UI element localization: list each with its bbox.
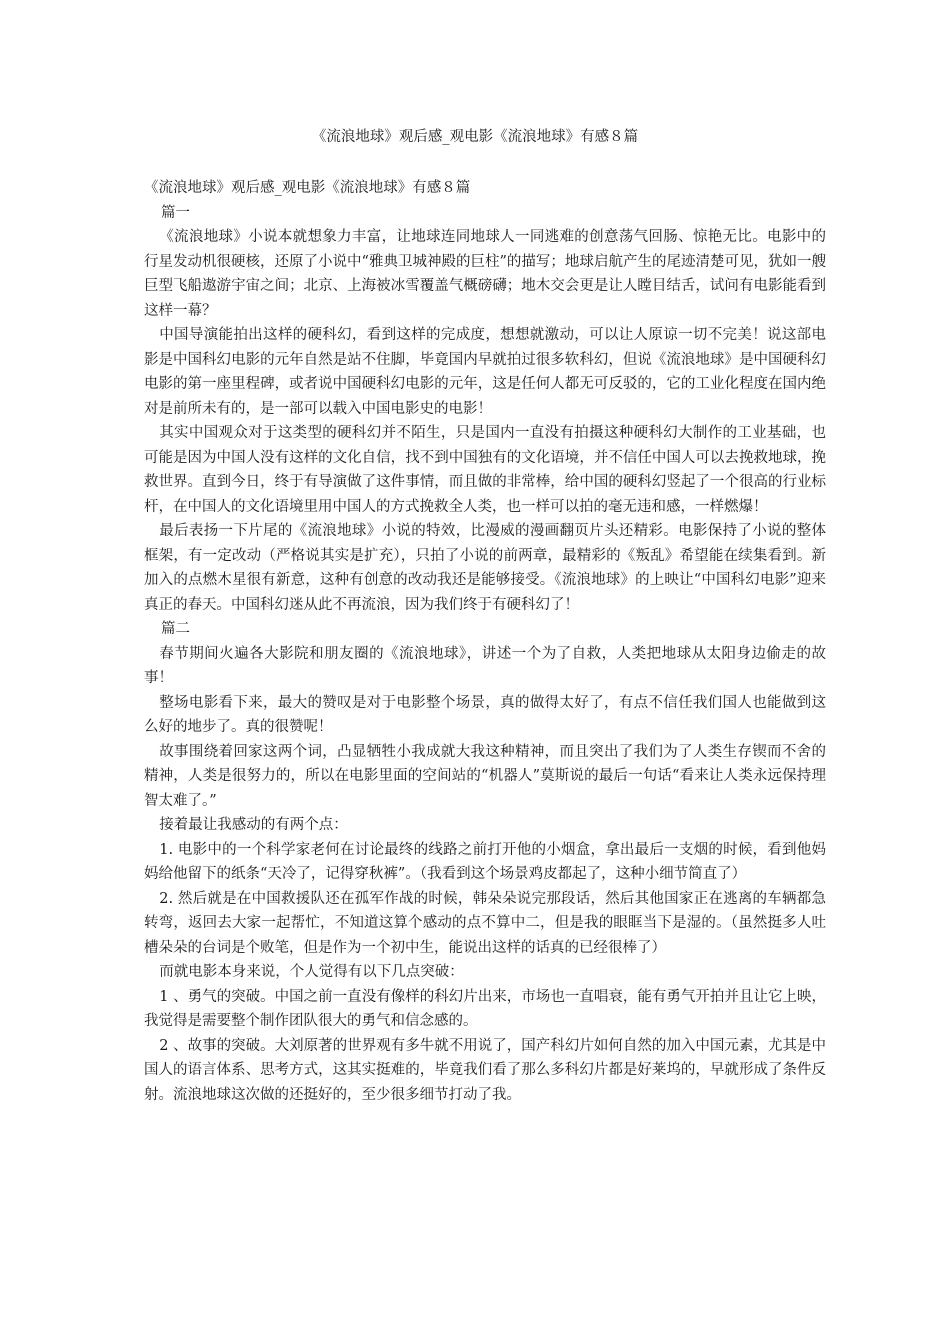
list-item: 2 、故事的突破。大刘原著的世界观有多牛就不用说了，国产科幻片如何自然的加入中国元素，尤其是中国人的语言体系、思考方式，这其实挺难的，毕竟我们看了那么多科幻片都是好莱坞的，早就形成了条件反射。流浪地球这次做的还挺好的，至少很多细节打动了我。 — [144, 1037, 826, 1103]
section-label-2: 篇二 — [161, 621, 190, 637]
section-label-1: 篇一 — [161, 204, 190, 221]
list-item: 1 、勇气的突破。中国之前一直没有像样的科幻片出来，市场也一直唱衰，能有勇气开拍并且让它上映，我觉得是需要整个制作团队很大的勇气和信念感的。 — [144, 988, 826, 1029]
paragraph: 故事围绕着回家这两个词，凸显牺牲小我成就大我这种精神，而且突出了我们为了人类生存锲而不舍的精神，人类是很努力的，所以在电影里面的空间站的“机器人”莫斯说的最后一句话“看来让人类永远保持理智太难了。” — [144, 743, 826, 809]
paragraph: 中国导演能拍出这样的硬科幻，看到这样的完成度，想想就激动，可以让人原谅一切不完美！说这部电影是中国科幻电影的元年自然是站不住脚，毕竟国内早就拍过很多软科幻，但说《流浪地球》是中国硬科幻电影的第一座里程碑，或者说中国硬科幻电影的元年，这是任何人都无可反驳的，它的工业化程度在国内绝对是前所未有的，是一部可以载入中国电影史的电影！ — [144, 327, 826, 417]
paragraph: 而就电影本身来说，个人觉得有以下几点突破： — [159, 964, 464, 980]
paragraph: 接着最让我感动的有两个点： — [159, 817, 348, 833]
paragraph: 最后表扬一下片尾的《流浪地球》小说的特效，比漫威的漫画翻页片头还精彩。电影保持了小说的整体框架，有一定改动（严格说其实是扩充），只拍了小说的前两章，最精彩的《叛乱》希望能在续集看到。新加入的点燃木星很有新意，这种有创意的改动我还是能够接受。《流浪地球》的上映让“中国科幻电影”迎来真正的春天。中国科幻迷从此不再流浪，因为我们终于有硬科幻了！ — [144, 523, 826, 613]
paragraph: 《流浪地球》小说本就想象力丰富，让地球连同地球人一同逃难的创意荡气回肠、惊艳无比。电影中的行星发动机很硬核，还原了小说中“雅典卫城神殿的巨柱”的描写；地球启航产生的尾迹清楚可见，犹如一艘巨型飞船遨游宇宙之间；北京、上海被冰雪覆盖气概磅礴；地木交会更是让人瞠目结舌，试问有电影能看到这样一幕？ — [144, 229, 826, 319]
document-title: 《流浪地球》观后感_观电影《流浪地球》有感８篇 — [311, 129, 639, 145]
list-item: 1. 电影中的一个科学家老何在讨论最终的线路之前打开他的小烟盒，拿出最后一支烟的时候，看到他妈妈给他留下的纸条“天冷了，记得穿秋裤”。（我看到这个场景鸡皮都起了，这种小细节简直了） — [144, 841, 826, 882]
paragraph: 整场电影看下来，最大的赞叹是对于电影整个场景，真的做得太好了，有点不信任我们国人也能做到这么好的地步了。真的很赞呢！ — [144, 694, 826, 735]
paragraph: 春节期间火遍各大影院和朋友圈的《流浪地球》，讲述一个为了自救，人类把地球从太阳身边偷走的故事！ — [144, 645, 826, 686]
document-body — [144, 176, 826, 1107]
list-item: 2. 然后就是在中国救援队还在孤军作战的时候，韩朵朵说完那段话，然后其他国家正在逃离的车辆都急转弯，返回去大家一起帮忙，不知道这算个感动的点不算中二，但是我的眼眶当下是湿的。（虽然挺多人吐槽朵朵的台词是个败笔，但是作为一个初中生，能说出这样的话真的已经很棒了） — [144, 890, 826, 956]
paragraph: 其实中国观众对于这类型的硬科幻并不陌生，只是国内一直没有拍摄这种硬科幻大制作的工业基础，也可能是因为中国人没有这样的文化自信，找不到中国独有的文化语境，并不信任中国人可以去挽救地球，挽救世界。直到今日，终于有导演做了这件事情，而且做的非常棒，给中国的硬科幻竖起了一个很高的行业标杆，在中国人的文化语境里用中国人的方式挽救全人类，也一样可以拍的毫无违和感，一样燃爆！ — [144, 425, 826, 515]
document-subtitle: 《流浪地球》观后感_观电影《流浪地球》有感８篇 — [144, 180, 471, 196]
